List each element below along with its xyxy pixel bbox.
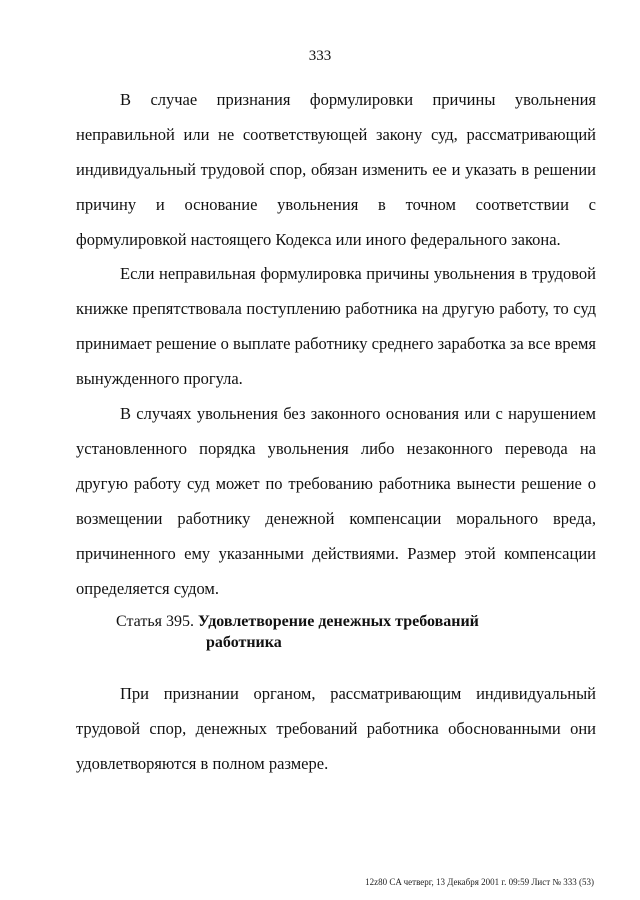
article-paragraph: При признании органом, рассматривающим индивидуальный трудовой спор, денежных требований работника обоснованными они удовлетворяются в полном размере. — [76, 684, 596, 773]
paragraph-1: В случае признания формулировки причины увольнения неправильной или не соответствующей закону суд, рассматривающий индивидуальный трудовой спор, обязан изменить ее и указать в решении причину и основание увольнения в точном соответствии с формулировкой настоящего Кодекса или иного федерального закона. — [76, 90, 596, 249]
paragraph-3: В случаях увольнения без законного основания или с нарушением установленного порядка увольнения либо незаконного перевода на другую работу суд может по требованию работника вынести решение о возмещении работнику денежной компенсации морального вреда, причиненного ему указанными действиями. Размер этой компенсации определяется судом. — [76, 404, 596, 598]
print-footer: 12z80 CA четверг, 13 Декабря 2001 г. 09:59 Лист № 333 (53) — [365, 877, 594, 887]
article-heading — [116, 611, 596, 653]
article-title: Удовлетворение денежных требований — [197, 613, 479, 630]
page-number: 333 — [308, 48, 332, 64]
article-number: Статья 395. — [116, 613, 194, 630]
paragraph-2: Если неправильная формулировка причины увольнения в трудовой книжке препятствовала поступлению работника на другую работу, то суд принимает решение о выплате работнику среднего заработка за все время вынужденного прогула. — [76, 264, 596, 388]
article-title-continuation: работника — [206, 634, 282, 651]
